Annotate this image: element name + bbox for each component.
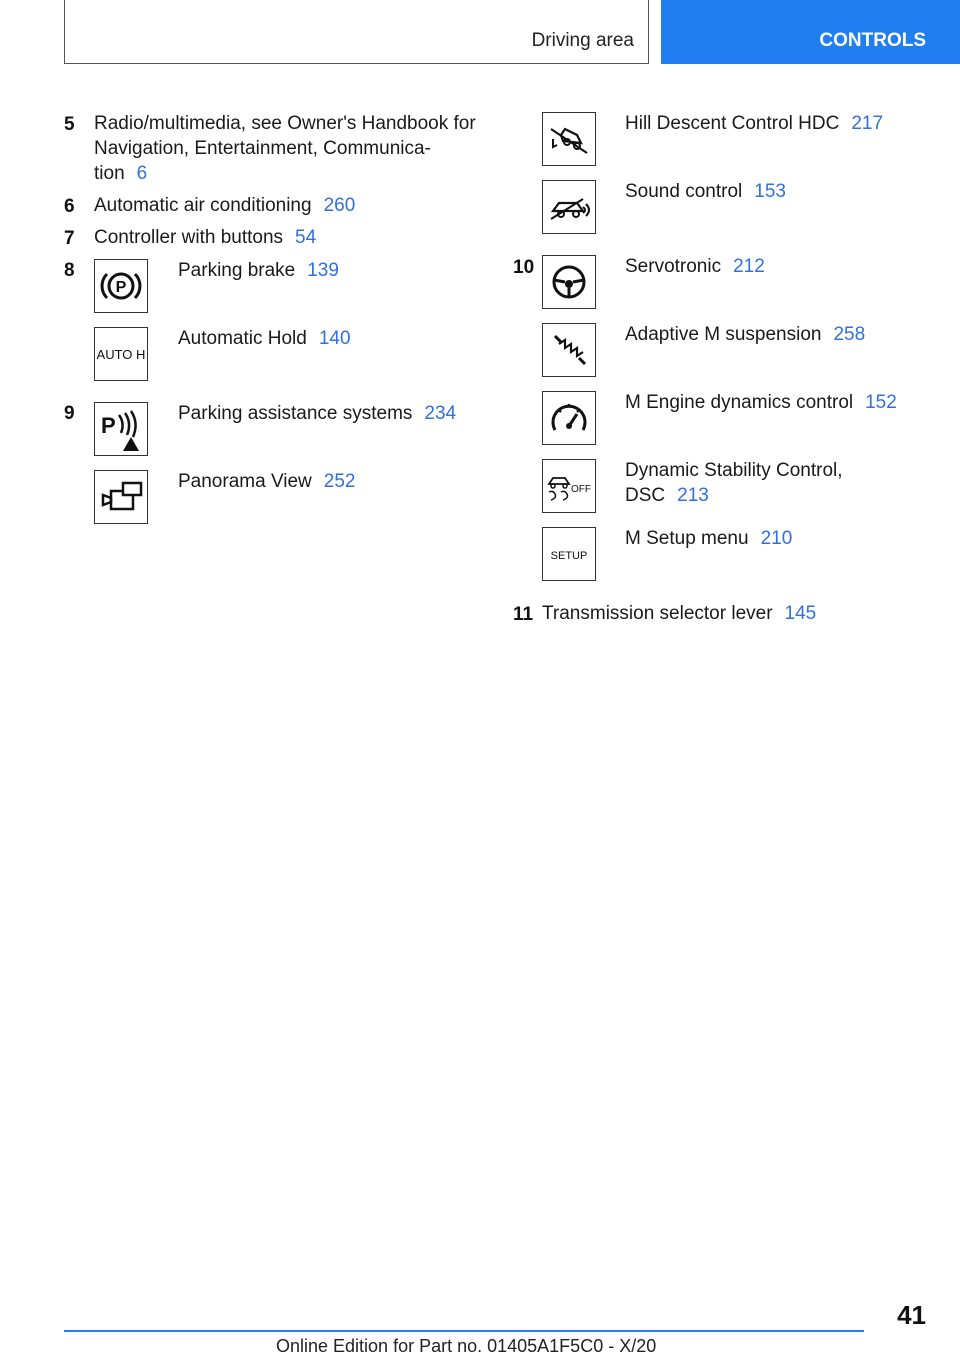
page-link[interactable]: 139 (307, 260, 339, 281)
svg-text:P: P (101, 413, 116, 438)
text-line: Navigation, Entertainment, Communica- (94, 138, 431, 159)
icon-label: AUTO H (96, 347, 146, 362)
panorama-view-description (178, 469, 355, 494)
page-link[interactable]: 6 (136, 163, 148, 184)
text-line-part: DSC (625, 485, 666, 506)
item-number: 9 (64, 403, 75, 424)
item-label: Parking brake (178, 260, 296, 281)
item-9-description (178, 401, 456, 426)
page-link[interactable]: 258 (833, 324, 866, 345)
engine-dynamics-glyph (543, 392, 595, 444)
item-8-description (178, 258, 339, 283)
suspension-description (625, 322, 865, 347)
dsc-off-glyph (543, 460, 595, 512)
page-link[interactable]: 252 (323, 471, 356, 492)
page-link[interactable]: 210 (760, 528, 793, 549)
parking-brake-glyph (95, 260, 147, 312)
suspension-icon (542, 323, 596, 377)
item-number: 7 (64, 228, 75, 249)
section-title: Driving area (531, 30, 634, 51)
text-line (625, 483, 843, 508)
steering-wheel-icon (542, 255, 596, 309)
icon-label: OFF (571, 484, 591, 495)
item-label: Controller with buttons (94, 227, 284, 248)
item-number: 10 (513, 257, 535, 278)
page-link[interactable]: 54 (295, 227, 317, 248)
page-link[interactable]: 145 (784, 603, 817, 624)
item-label: Parking assistance systems (178, 403, 413, 424)
dsc-off-icon (542, 459, 596, 513)
sound-control-description (625, 179, 786, 204)
header-section-box (64, 0, 649, 64)
parking-assistance-icon (94, 402, 148, 456)
hill-descent-icon (542, 112, 596, 166)
hill-descent-glyph (543, 113, 595, 165)
steering-wheel-glyph (543, 256, 595, 308)
item-label: Automatic Hold (178, 328, 307, 349)
item-number: 11 (513, 604, 534, 625)
engine-dynamics-description (625, 390, 897, 415)
footer-edition: Online Edition for Part no. 01405A1F5C0 - X/20 (276, 1336, 657, 1356)
text-line (94, 161, 476, 186)
item-label: Adaptive M suspension (625, 324, 822, 345)
item-7-description (94, 225, 316, 250)
auto-hold-description (178, 326, 351, 351)
item-label: M Setup menu (625, 528, 749, 549)
page-link[interactable]: 234 (424, 403, 457, 424)
item-label: Panorama View (178, 471, 312, 492)
setup-glyph (543, 528, 595, 580)
item-6-description (94, 193, 355, 218)
sound-control-icon (542, 180, 596, 234)
panorama-view-icon (94, 470, 148, 524)
page-link[interactable]: 152 (865, 392, 897, 413)
servotronic-description (625, 254, 765, 279)
item-label: Servotronic (625, 256, 722, 277)
text-line: Dynamic Stability Control, (625, 460, 843, 481)
parking-brake-icon (94, 259, 148, 313)
page-link[interactable]: 260 (323, 195, 356, 216)
setup-icon (542, 527, 596, 581)
sound-control-glyph (543, 181, 595, 233)
auto-hold-icon (94, 327, 148, 381)
page-link[interactable]: 140 (318, 328, 351, 349)
text-line-part: tion (94, 163, 125, 184)
page-link[interactable]: 213 (677, 485, 709, 506)
item-label: Transmission selector lever (542, 603, 773, 624)
auto-hold-glyph (95, 328, 147, 380)
svg-text:P: P (115, 279, 127, 296)
item-label: Hill Descent Control HDC (625, 113, 840, 134)
item-number: 8 (64, 260, 75, 281)
item-label: M Engine dynamics control (625, 392, 854, 413)
engine-dynamics-icon (542, 391, 596, 445)
footer-rule (64, 1330, 864, 1332)
item-number: 6 (64, 196, 75, 217)
hdc-description (625, 111, 883, 136)
item-label: Sound control (625, 181, 743, 202)
suspension-glyph (543, 324, 595, 376)
panorama-view-glyph (95, 471, 147, 523)
icon-label: SETUP (550, 550, 588, 562)
page-link[interactable]: 153 (754, 181, 786, 202)
text-line: Radio/multimedia, see Owner's Handbook for (94, 113, 476, 134)
item-5-description (94, 111, 476, 186)
page-link[interactable]: 217 (851, 113, 884, 134)
parking-assistance-glyph (95, 403, 147, 455)
page-number: 41 (897, 1300, 926, 1330)
item-11-description (542, 601, 816, 626)
chapter-title: CONTROLS (819, 30, 926, 51)
page-link[interactable]: 212 (733, 256, 765, 277)
header-chapter-box (661, 0, 960, 64)
item-label: Automatic air conditioning (94, 195, 312, 216)
item-number: 5 (64, 114, 75, 135)
setup-description (625, 526, 792, 551)
dsc-description (625, 458, 843, 508)
